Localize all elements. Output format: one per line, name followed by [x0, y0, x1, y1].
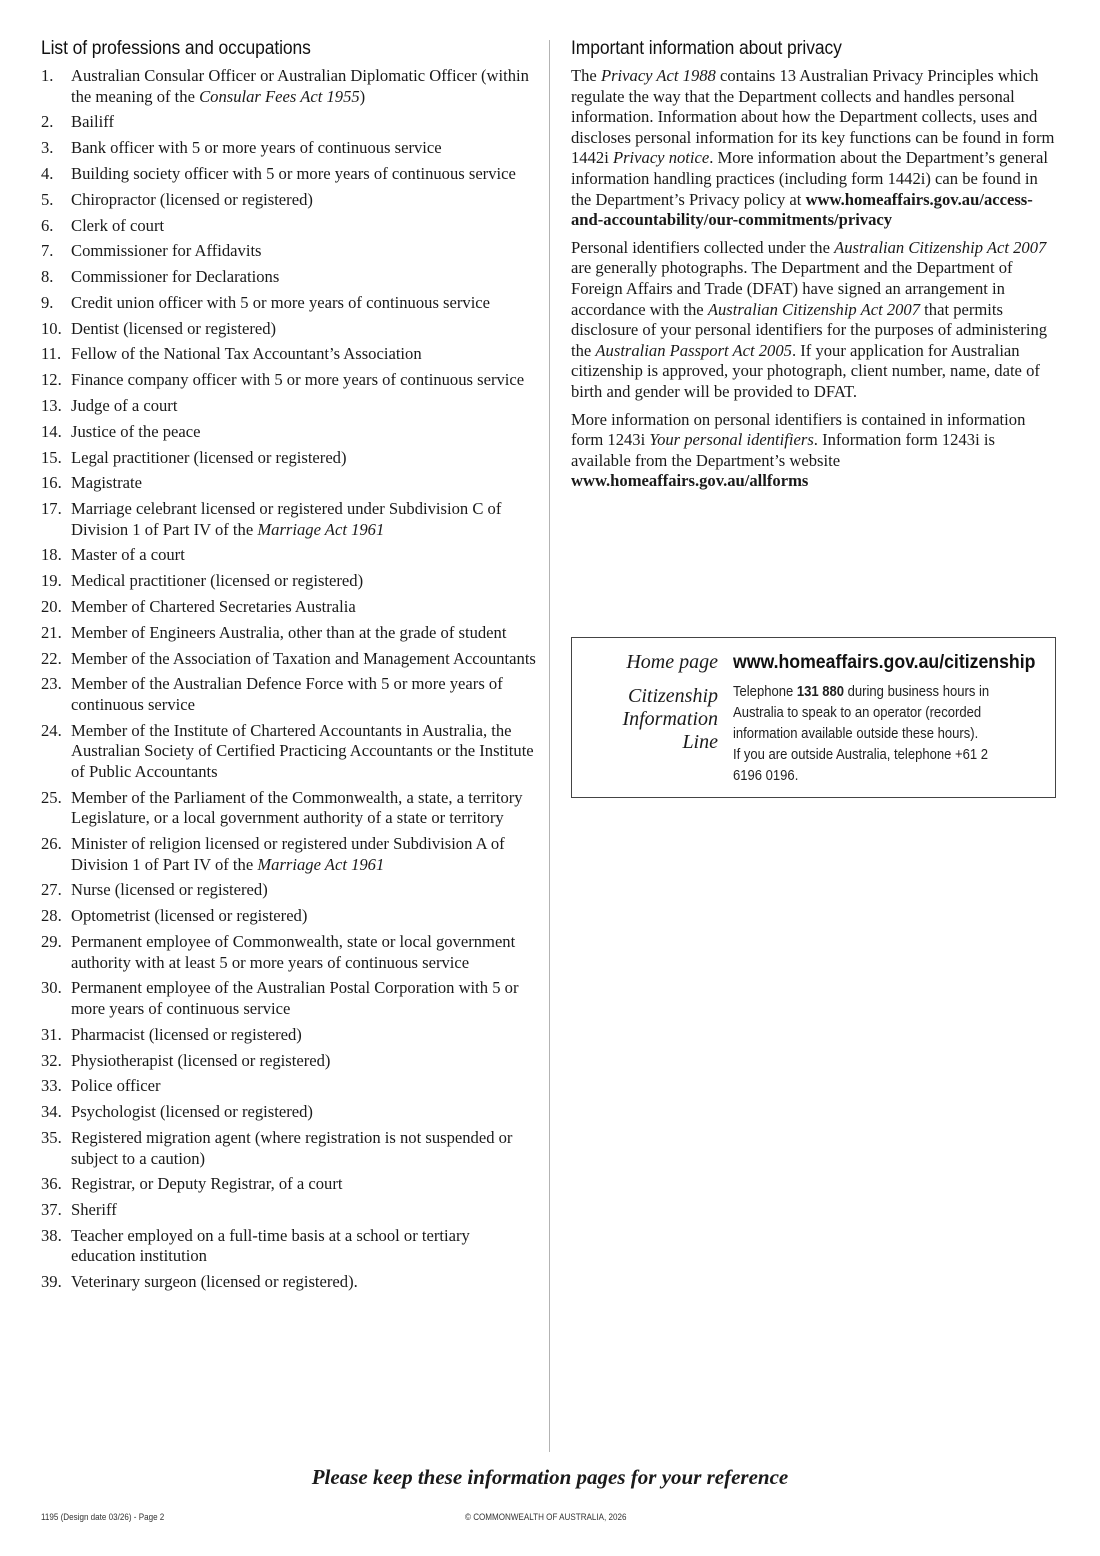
text-run: Teacher employed on a full-time basis at a school or tertiary education institution — [71, 1225, 470, 1266]
text-run: Bank officer with 5 or more years of continuous service — [71, 138, 442, 158]
item-text — [71, 1128, 536, 1169]
item-text — [71, 267, 536, 288]
item-number: 17. — [41, 499, 62, 519]
item-number: 3. — [41, 138, 54, 158]
item-text — [71, 623, 536, 644]
item-text — [71, 164, 536, 185]
professions-heading: List of professions and occupations — [41, 38, 311, 59]
profession-item — [41, 190, 536, 211]
text-run: Commissioner for Declarations — [71, 267, 280, 287]
item-number: 19. — [41, 571, 62, 591]
text-run: More information on personal identifiers is contained in information form 1243i — [571, 409, 1026, 450]
text-run: Building society officer with 5 or more years of continuous service — [71, 163, 516, 183]
text-run: Marriage celebrant licensed or registered under Subdivision C of Division 1 of Part IV of the — [71, 499, 502, 539]
text-run: Clerk of court — [71, 215, 165, 235]
profession-item — [41, 1200, 536, 1221]
item-text — [71, 1200, 536, 1221]
item-number: 34. — [41, 1102, 62, 1122]
item-text — [71, 448, 536, 469]
item-text — [71, 112, 536, 133]
item-text — [71, 906, 536, 927]
profession-item — [41, 293, 536, 314]
privacy-body — [571, 66, 1055, 492]
item-number: 27. — [41, 880, 62, 900]
text-run: Psychologist (licensed or registered) — [71, 1102, 313, 1122]
homepage-link[interactable]: www.homeaffairs.gov.au/citizenship — [733, 652, 1036, 673]
item-number: 38. — [41, 1225, 62, 1245]
item-text — [71, 499, 536, 540]
professions-section — [41, 38, 536, 1298]
item-text — [71, 674, 536, 715]
item-number: 37. — [41, 1200, 62, 1220]
item-number: 7. — [41, 241, 54, 261]
item-text — [71, 1174, 536, 1195]
text-run: Judge of a court — [71, 395, 178, 415]
phone-prefix: Telephone — [733, 684, 797, 700]
item-number: 23. — [41, 674, 62, 694]
profession-item — [41, 597, 536, 618]
text-run: Member of Chartered Secretaries Australia — [71, 597, 356, 617]
item-text — [71, 880, 536, 901]
profession-item — [41, 344, 536, 365]
item-number: 2. — [41, 112, 54, 132]
item-text — [71, 1051, 536, 1072]
privacy-paragraph — [571, 66, 1055, 231]
item-number: 26. — [41, 834, 62, 854]
text-run: Bailiff — [71, 112, 115, 132]
item-text — [71, 66, 536, 107]
item-text — [71, 597, 536, 618]
item-text — [71, 545, 536, 566]
text-run: Member of the Institute of Chartered Accountants in Australia, the Australian Society of Certified Practicing Accountants or the Institute of Public Accountants — [71, 720, 534, 781]
item-number: 21. — [41, 622, 62, 642]
overseas-text: If you are outside Australia, telephone +61 2 6196 0196. — [733, 747, 989, 784]
italic-text: Marriage Act 1961 — [257, 519, 385, 539]
text-run: Sheriff — [71, 1200, 117, 1220]
text-run: that permits disclosure of your personal identifiers for the purposes of administering the — [571, 299, 1048, 360]
bold-text[interactable]: www.homeaffairs.gov.au/access-and-accountability/our-commitments/privacy — [571, 189, 1033, 230]
item-text — [71, 834, 536, 875]
item-number: 10. — [41, 318, 62, 338]
item-text — [71, 396, 536, 417]
contact-box — [571, 637, 1056, 798]
text-run: Dentist (licensed or registered) — [71, 318, 277, 338]
info-line-label-2: Information — [622, 708, 718, 730]
item-number: 6. — [41, 215, 54, 235]
profession-item — [41, 932, 536, 973]
item-text — [71, 788, 536, 829]
text-run: Justice of the peace — [71, 421, 201, 441]
text-run: Australian Consular Officer or Australian Diplomatic Officer (within the meaning of the — [71, 66, 529, 106]
professions-list — [41, 66, 536, 1293]
profession-item — [41, 112, 536, 133]
item-number: 12. — [41, 370, 62, 390]
italic-text: Consular Fees Act 1955 — [199, 86, 360, 106]
text-run: Registrar, or Deputy Registrar, of a court — [71, 1174, 343, 1194]
profession-item — [41, 623, 536, 644]
profession-item — [41, 978, 536, 1019]
profession-item — [41, 473, 536, 494]
item-number: 14. — [41, 421, 62, 441]
item-text — [71, 649, 536, 670]
item-number: 30. — [41, 978, 62, 998]
text-run: . Information form 1243i is available from the Department’s website — [571, 430, 995, 470]
item-number: 16. — [41, 473, 62, 493]
profession-item — [41, 267, 536, 288]
text-run: Pharmacist (licensed or registered) — [71, 1024, 302, 1044]
item-text — [71, 241, 536, 262]
item-number: 13. — [41, 395, 62, 415]
text-run: Permanent employee of Commonwealth, state or local government authority with at least 5 or more years of continuous service — [71, 932, 516, 972]
profession-item — [41, 1051, 536, 1072]
item-text — [71, 1226, 536, 1267]
copyright: © COMMONWEALTH OF AUSTRALIA, 2026 — [465, 1512, 627, 1523]
profession-item — [41, 1102, 536, 1123]
text-run: Veterinary surgeon (licensed or registered). — [71, 1272, 358, 1292]
text-run: Permanent employee of the Australian Postal Corporation with 5 or more years of continuous service — [71, 978, 519, 1018]
text-run: Registered migration agent (where registration is not suspended or subject to a caution) — [71, 1127, 513, 1168]
italic-text: Australian Citizenship Act 2007 — [834, 237, 1047, 257]
item-text — [71, 319, 536, 340]
profession-item — [41, 138, 536, 159]
text-run: Nurse (licensed or registered) — [71, 880, 268, 900]
text-run: Member of the Parliament of the Commonwealth, a state, a territory Legislature, or a local government authority of a state or territory — [71, 787, 523, 828]
text-run: ) — [359, 86, 366, 106]
item-number: 33. — [41, 1076, 62, 1096]
item-number: 11. — [41, 344, 62, 364]
item-text — [71, 1272, 536, 1293]
profession-item — [41, 674, 536, 715]
text-run: Commissioner for Affidavits — [71, 241, 262, 261]
profession-item — [41, 649, 536, 670]
item-text — [71, 473, 536, 494]
profession-item — [41, 545, 536, 566]
item-text — [71, 932, 536, 973]
privacy-paragraph — [571, 410, 1055, 492]
profession-item — [41, 164, 536, 185]
item-number: 36. — [41, 1174, 62, 1194]
item-number: 25. — [41, 787, 62, 807]
item-number: 20. — [41, 597, 62, 617]
profession-item — [41, 1174, 536, 1195]
text-run: Physiotherapist (licensed or registered) — [71, 1050, 331, 1070]
item-text — [71, 1102, 536, 1123]
item-number: 29. — [41, 932, 62, 952]
text-run: Member of the Australian Defence Force with 5 or more years of continuous service — [71, 674, 503, 714]
info-line-text — [733, 682, 1003, 787]
italic-text: Marriage Act 1961 — [257, 854, 385, 874]
item-number: 28. — [41, 906, 62, 926]
column-divider — [549, 40, 550, 1452]
text-run: Credit union officer with 5 or more years of continuous service — [71, 292, 491, 312]
item-text — [71, 138, 536, 159]
text-run: Finance company officer with 5 or more years of continuous service — [71, 370, 525, 390]
italic-text: Privacy Act 1988 — [600, 66, 716, 85]
profession-item — [41, 721, 536, 783]
item-text — [71, 721, 536, 783]
profession-item — [41, 66, 536, 107]
item-number: 31. — [41, 1024, 62, 1044]
item-number: 8. — [41, 267, 54, 287]
item-number: 39. — [41, 1272, 62, 1292]
text-run: Member of the Association of Taxation and Management Accountants — [71, 648, 536, 668]
profession-item — [41, 1272, 536, 1293]
bold-text[interactable]: www.homeaffairs.gov.au/allforms — [571, 471, 809, 491]
item-text — [71, 344, 536, 365]
item-number: 9. — [41, 292, 54, 312]
text-run: Police officer — [71, 1076, 161, 1096]
text-run: Magistrate — [71, 473, 142, 493]
text-run: . If your application for Australian citizenship is approved, your photograph, client number, name, date of birth and gender will be provided to DFAT. — [571, 340, 1040, 401]
profession-item — [41, 1128, 536, 1169]
item-text — [71, 422, 536, 443]
item-number: 24. — [41, 720, 62, 740]
text-run: Optometrist (licensed or registered) — [71, 906, 308, 926]
italic-text: Privacy notice — [612, 148, 710, 168]
text-run: Medical practitioner (licensed or registered) — [71, 571, 364, 591]
item-text — [71, 1076, 536, 1097]
phone-number: 131 880 — [796, 684, 845, 700]
profession-item — [41, 241, 536, 262]
homepage-label: Home page — [626, 651, 718, 673]
text-run: Master of a court — [71, 545, 185, 565]
item-number: 5. — [41, 189, 54, 209]
profession-item — [41, 422, 536, 443]
profession-item — [41, 834, 536, 875]
profession-item — [41, 448, 536, 469]
text-run: contains 13 Australian Privacy Principles which regulate the way that the Department collects and handles personal information. Information about how the Department collects, uses and discloses personal information for its key functions can be found in form 1442i — [571, 66, 1055, 168]
text-run: Chiropractor (licensed or registered) — [71, 189, 313, 209]
footer-note: Please keep these information pages for your reference — [311, 1465, 789, 1489]
profession-item — [41, 788, 536, 829]
profession-item — [41, 1076, 536, 1097]
text-run: are generally photographs. The Department and the Department of Foreign Affairs and Trade (DFAT) have signed an arrangement in accordance with the — [571, 258, 1013, 319]
italic-text: Australian Passport Act 2005 — [595, 340, 792, 360]
profession-item — [41, 216, 536, 237]
privacy-paragraph — [571, 238, 1055, 403]
item-number: 15. — [41, 447, 62, 467]
info-line-label-3: Line — [682, 731, 718, 753]
item-number: 1. — [41, 66, 54, 85]
profession-item — [41, 319, 536, 340]
privacy-heading: Important information about privacy — [571, 38, 842, 59]
item-text — [71, 571, 536, 592]
profession-item — [41, 1025, 536, 1046]
text-run: . More information about the Department’s general information handling practices (including form 1442i) can be found in the Department’s Privacy policy at — [571, 148, 1048, 209]
profession-item — [41, 499, 536, 540]
form-id: 1195 (Design date 03/26) - Page 2 — [41, 1512, 165, 1523]
profession-item — [41, 1226, 536, 1267]
item-text — [71, 216, 536, 237]
item-number: 18. — [41, 545, 62, 565]
item-text — [71, 370, 536, 391]
italic-text: Your personal identifiers — [649, 430, 814, 450]
item-number: 32. — [41, 1050, 62, 1070]
text-run: Legal practitioner (licensed or registered) — [71, 447, 347, 467]
item-number: 22. — [41, 648, 62, 668]
italic-text: Australian Citizenship Act 2007 — [707, 299, 921, 319]
text-run: The — [571, 66, 601, 85]
profession-item — [41, 370, 536, 391]
phone-suffix: during business hours in Australia to speak to an operator (recorded information available outside these hours). — [733, 684, 990, 742]
item-text — [71, 1025, 536, 1046]
item-text — [71, 978, 536, 1019]
text-run: Fellow of the National Tax Accountant’s Association — [71, 344, 422, 364]
text-run: Member of Engineers Australia, other than at the grade of student — [71, 622, 507, 642]
info-line-label-1: Citizenship — [627, 685, 718, 707]
privacy-section — [571, 38, 1055, 499]
item-text — [71, 293, 536, 314]
profession-item — [41, 396, 536, 417]
item-number: 4. — [41, 163, 54, 183]
profession-item — [41, 571, 536, 592]
item-text — [71, 190, 536, 211]
text-run: Personal identifiers collected under the — [571, 237, 835, 257]
text-run: Minister of religion licensed or registered under Subdivision A of Division 1 of Part IV of the — [71, 834, 505, 874]
profession-item — [41, 880, 536, 901]
profession-item — [41, 906, 536, 927]
item-number: 35. — [41, 1127, 62, 1147]
